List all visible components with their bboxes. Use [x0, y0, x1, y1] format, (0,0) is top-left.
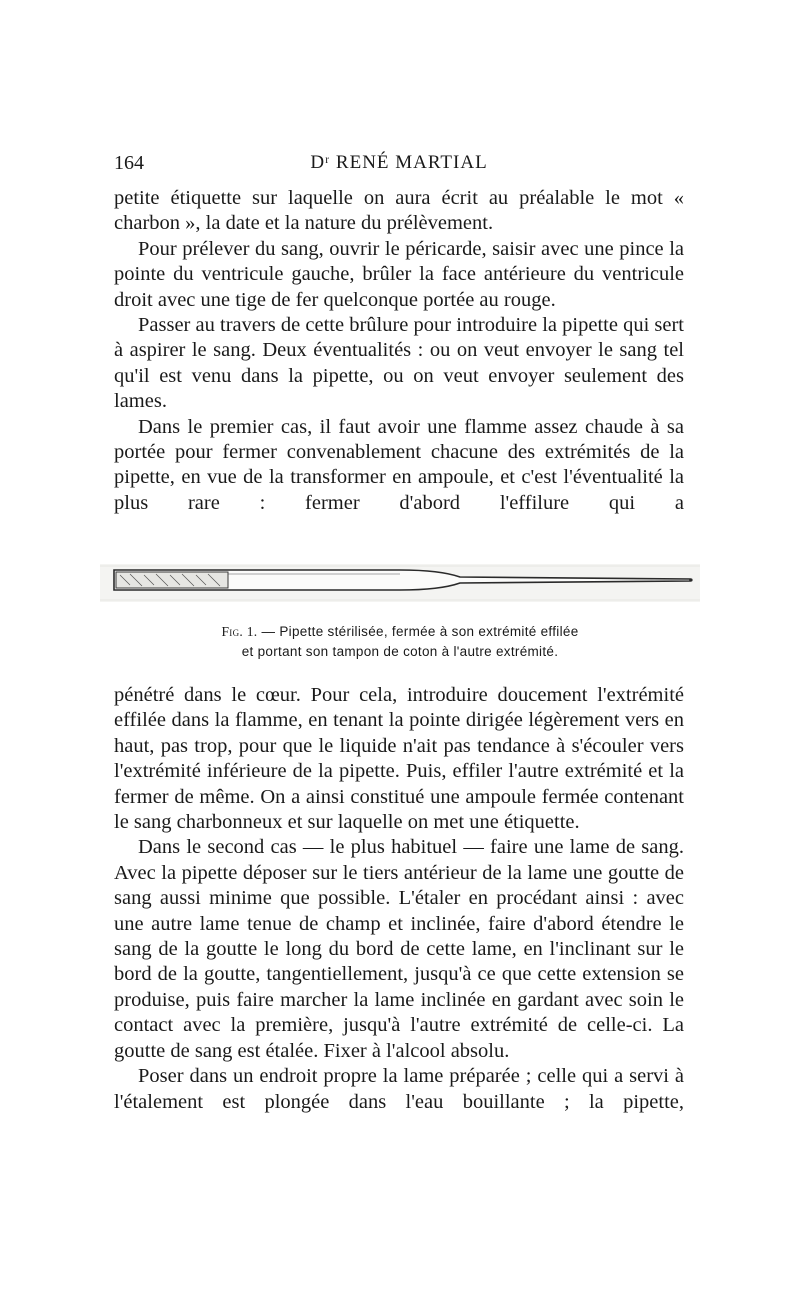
- pipette-illustration: [100, 560, 700, 608]
- caption-line-1: [140, 622, 660, 642]
- figure-1: [100, 560, 700, 670]
- paragraph-first-case: Dans le premier cas, il faut avoir une flamme assez chaude à sa portée pour fermer convenablement chacune des extrémités de la pipette, en vue de la transformer en ampoule, et c'est l'éventualité la plus rare : fermer d'abord l'effilure qui a: [114, 415, 684, 514]
- paragraph-slide-placement: Poser dans un endroit propre la lame préparée ; celle qui a servi à l'étalement est plongée dans l'eau bouillante ; la pipette,: [114, 1065, 684, 1113]
- paragraph-second-case: Dans le second cas — le plus habituel — faire une lame de sang. Avec la pipette déposer sur le tiers antérieur de la lame une goutte de sang aussi minime que possible. L'étaler en procédant ainsi : avec une autre lame tenue de champ et inclinée, faire d'abord étendre le sang de la goutte le long du bord de cette lame, en l'inclinant sur le bord de la goutte, tangentiellement, jusqu'à ce que cette extension se produise, puis faire marcher la lame inclinée en gardant avec soin le contact avec la première, jusqu'à l'autre extrémité de celle-ci. La goutte de sang est étalée. Fixer à l'alcool absolu.: [114, 836, 684, 1062]
- body-text-top: [114, 186, 684, 516]
- running-head: [114, 152, 684, 176]
- page-number: 164: [114, 152, 144, 174]
- paragraph-blood-sampling: Pour prélever du sang, ouvrir le péricarde, saisir avec une pince la pointe du ventricule gauche, brûler la face antérieure du ventricule droit avec une tige de fer quelconque portée au rouge.: [114, 237, 684, 311]
- figure-caption: [140, 622, 660, 662]
- figure-label: Fig. 1.: [221, 624, 258, 639]
- body-text-bottom: [114, 683, 684, 1115]
- paragraph-continuation: petite étiquette sur laquelle on aura écrit au préalable le mot « charbon », la date et la nature du prélèvement.: [114, 187, 684, 235]
- paragraph-pipette: Passer au travers de cette brûlure pour introduire la pipette qui sert à aspirer le sang. Deux éventualités : ou on veut envoyer le sang tel qu'il est venu dans la pipette, ou on veut envoyer seulement des lames.: [114, 314, 684, 413]
- paragraph-continuation-heart: pénétré dans le cœur. Pour cela, introduire doucement l'extrémité effilée dans la flamme, en tenant la pointe dirigée légèrement vers en haut, pas trop, pour que le liquide n'ait pas tendance à s'écouler vers l'extrémité inférieure de la pipette. Puis, effiler l'autre extrémité et la fermer de même. On a ainsi constitué une ampoule fermée contenant le sang charbonneux et sur laquelle on met une étiquette.: [114, 684, 684, 834]
- running-title: Dʳ RENÉ MARTIAL: [310, 152, 488, 173]
- caption-text-1: — Pipette stérilisée, fermée à son extrémité effilée: [261, 624, 579, 639]
- caption-line-2: et portant son tampon de coton à l'autre extrémité.: [241, 644, 559, 659]
